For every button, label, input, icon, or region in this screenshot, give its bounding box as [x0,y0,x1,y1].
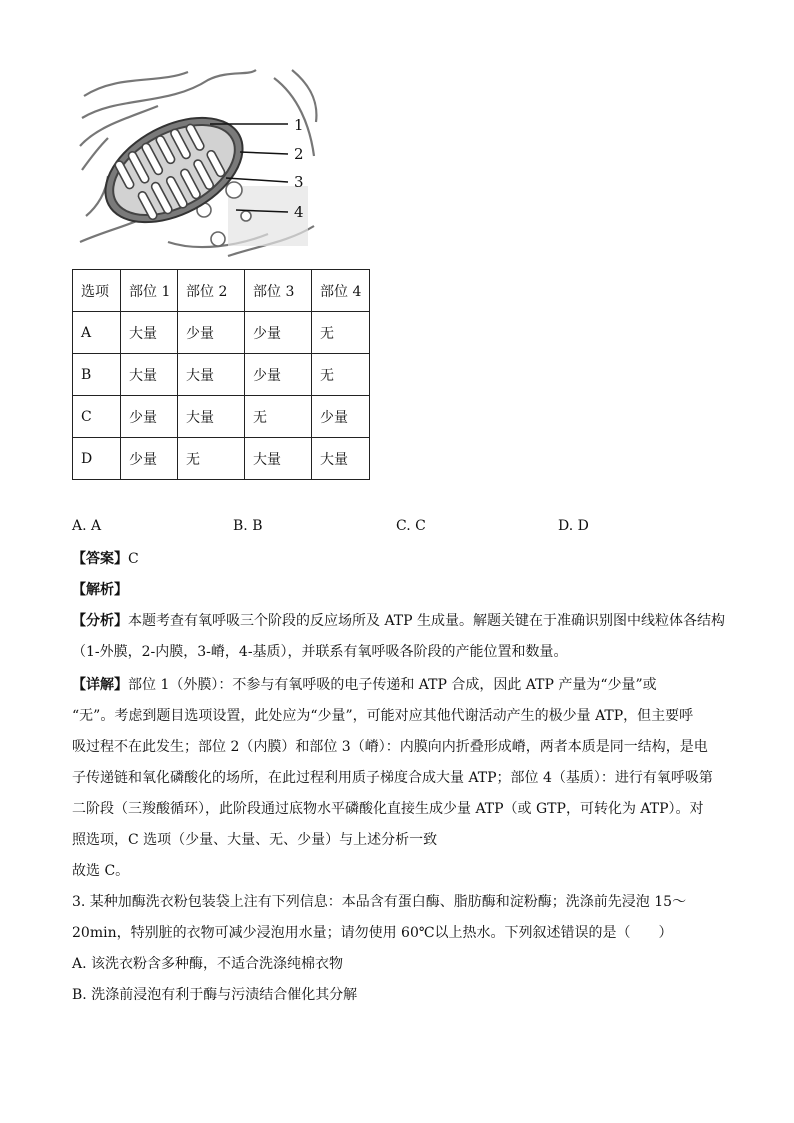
table-cell: 少量 [312,396,370,438]
detail-tag: 【详解】 [72,677,128,693]
table-cell: 大量 [312,438,370,480]
choice-c: C. C [396,518,426,534]
table-cell: 无 [312,312,370,354]
table-cell: 大量 [178,396,245,438]
conclusion-line: 故选 C。 [72,863,130,879]
question-3-option-a: A. 该洗衣粉含多种酶，不适合洗涤纯棉衣物 [72,956,344,972]
table-header-cell: 部位 3 [245,270,312,312]
table-cell: D [73,438,121,480]
analysis-tag: 【分析】 [72,613,128,629]
analysis-line-1 [72,611,725,631]
detail-line-2: “无”。考虑到题目选项设置，此处应为“少量”，可能对应其他代谢活动产生的极少量 ATP，但主要呼 [72,708,694,724]
table-header-cell: 部位 1 [121,270,178,312]
table-row [73,354,370,396]
choice-a: A. A [72,518,102,534]
table-cell: 大量 [121,312,178,354]
choice-d: D. D [558,518,589,534]
answer-tag: 【答案】 [72,551,128,567]
table-header-cell: 部位 4 [312,270,370,312]
detail-line-5: 二阶段（三羧酸循环），此阶段通过底物水平磷酸化直接生成少量 ATP（或 GTP，可转化为 ATP）。对 [72,801,704,817]
analysis-text: 本题考查有氧呼吸三个阶段的反应场所及 ATP 生成量。解题关键在于准确识别图中线粒体各结构 [128,613,726,629]
table-cell: 少量 [121,396,178,438]
label-4: 4 [294,203,304,221]
label-3: 3 [294,173,304,191]
analysis-line-2: （1-外膜，2-内膜，3-嵴，4-基质），并联系有氧呼吸各阶段的产能位置和数量。 [72,644,568,660]
table-cell: C [73,396,121,438]
mitochondrion-figure [78,66,318,262]
detail-line-6: 照选项，C 选项（少量、大量、无、少量）与上述分析一致 [72,832,438,848]
table-header-row [73,270,370,312]
label-2: 2 [294,145,304,163]
table-cell: 大量 [245,438,312,480]
question-3-option-b: B. 洗涤前浸泡有利于酶与污渍结合催化其分解 [72,987,358,1003]
table-row [73,438,370,480]
table-cell: 无 [178,438,245,480]
question-3-line-1: 3. 某种加酶洗衣粉包装袋上注有下列信息：本品含有蛋白酶、脂肪酶和淀粉酶；洗涤前先浸泡 15～ [72,894,687,910]
table-header-cell: 部位 2 [178,270,245,312]
table-cell: A [73,312,121,354]
options-table [72,269,370,480]
table-header-cell: 选项 [73,270,121,312]
detail-line-3: 吸过程不在此发生；部位 2（内膜）和部位 3（嵴）：内膜向内折叠形成嵴，两者本质是同一结构，是电 [72,739,708,755]
answer-value: C [128,551,139,567]
table-row [73,312,370,354]
table-cell: 少量 [121,438,178,480]
table-cell: 无 [245,396,312,438]
table-cell: 少量 [178,312,245,354]
table-cell: 大量 [178,354,245,396]
analysis-heading: 【解析】 [72,582,128,598]
detail-text: 部位 1（外膜）：不参与有氧呼吸的电子传递和 ATP 合成，因此 ATP 产量为“少量”或 [128,677,657,693]
table-cell: 大量 [121,354,178,396]
choice-b: B. B [233,518,263,534]
table-cell: 无 [312,354,370,396]
answer-line [72,549,139,569]
label-1: 1 [294,116,304,134]
table-cell: 少量 [245,312,312,354]
question-3-line-2: 20min，特别脏的衣物可减少浸泡用水量；请勿使用 60℃以上热水。下列叙述错误的是（ ） [72,925,673,941]
table-row [73,396,370,438]
table-cell: B [73,354,121,396]
table-cell: 少量 [245,354,312,396]
detail-line-1 [72,675,657,695]
detail-line-4: 子传递链和氧化磷酸化的场所，在此过程利用质子梯度合成大量 ATP；部位 4（基质）：进行有氧呼吸第 [72,770,713,786]
